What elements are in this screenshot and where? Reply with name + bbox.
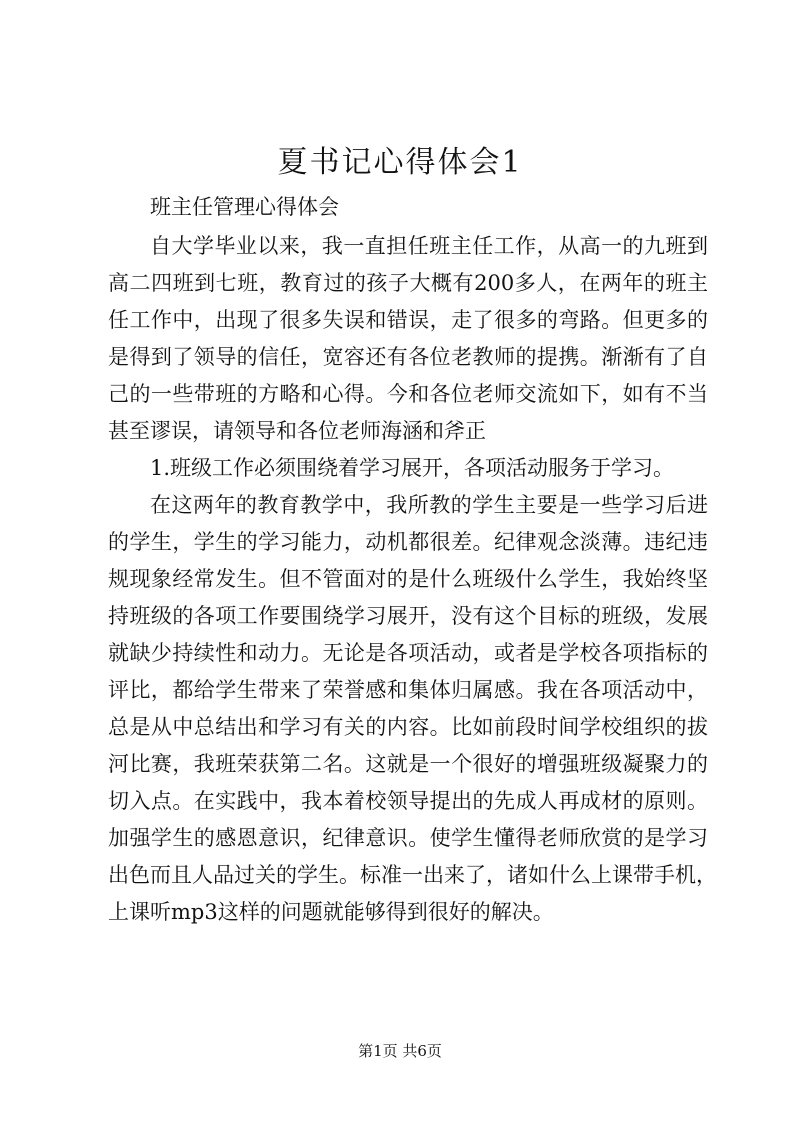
- text-line: 出色而且人品过关的学生。标准一出来了，诸如什么上课带手机，: [108, 863, 717, 887]
- text-line: 是得到了领导的信任，宽容还有各位老教师的提携。渐渐有了自: [108, 345, 708, 369]
- text-line: 己的一些带班的方略和心得。今和各位老师交流如下，如有不当: [108, 382, 708, 406]
- text-line: 切入点。在实践中，我本着校领导提出的先成人再成材的原则。: [108, 789, 708, 813]
- text-line: 的学生，学生的学习能力，动机都很差。纪律观念淡薄。违纪违: [108, 530, 708, 554]
- section-heading: 1.班级工作必须围绕着学习展开，各项活动服务于学习。: [150, 456, 675, 480]
- subtitle-line: 班主任管理心得体会: [150, 195, 339, 219]
- text-line: 河比赛，我班荣获第二名。这就是一个很好的增强班级凝聚力的: [108, 752, 708, 776]
- text-line: 就缺少持续性和动力。无论是各项活动，或者是学校各项指标的: [108, 641, 708, 665]
- text-line: 任工作中，出现了很多失误和错误，走了很多的弯路。但更多的: [108, 308, 708, 332]
- text-line: 总是从中总结出和学习有关的内容。比如前段时间学校组织的拔: [108, 715, 708, 739]
- text-line: 评比，都给学生带来了荣誉感和集体归属感。我在各项活动中，: [108, 678, 708, 702]
- text-line: 自大学毕业以来，我一直担任班主任工作，从高一的九班到: [150, 234, 708, 258]
- text-line: 加强学生的感恩意识，纪律意识。使学生懂得老师欣赏的是学习: [108, 826, 708, 850]
- page-number-footer: 第1页 共6页: [358, 1042, 442, 1060]
- text-line: 上课听mp3这样的问题就能够得到很好的解决。: [108, 900, 554, 924]
- text-line: 持班级的各项工作要围绕学习展开，没有这个目标的班级，发展: [108, 604, 708, 628]
- text-line: 在这两年的教育教学中，我所教的学生主要是一些学习后进: [150, 493, 708, 517]
- text-line: 规现象经常发生。但不管面对的是什么班级什么学生，我始终坚: [108, 567, 708, 591]
- text-line: 甚至谬误，请领导和各位老师海涵和斧正: [108, 419, 486, 443]
- document-title: 夏书记心得体会1: [277, 145, 523, 180]
- text-line: 高二四班到七班，教育过的孩子大概有200多人，在两年的班主: [108, 271, 708, 295]
